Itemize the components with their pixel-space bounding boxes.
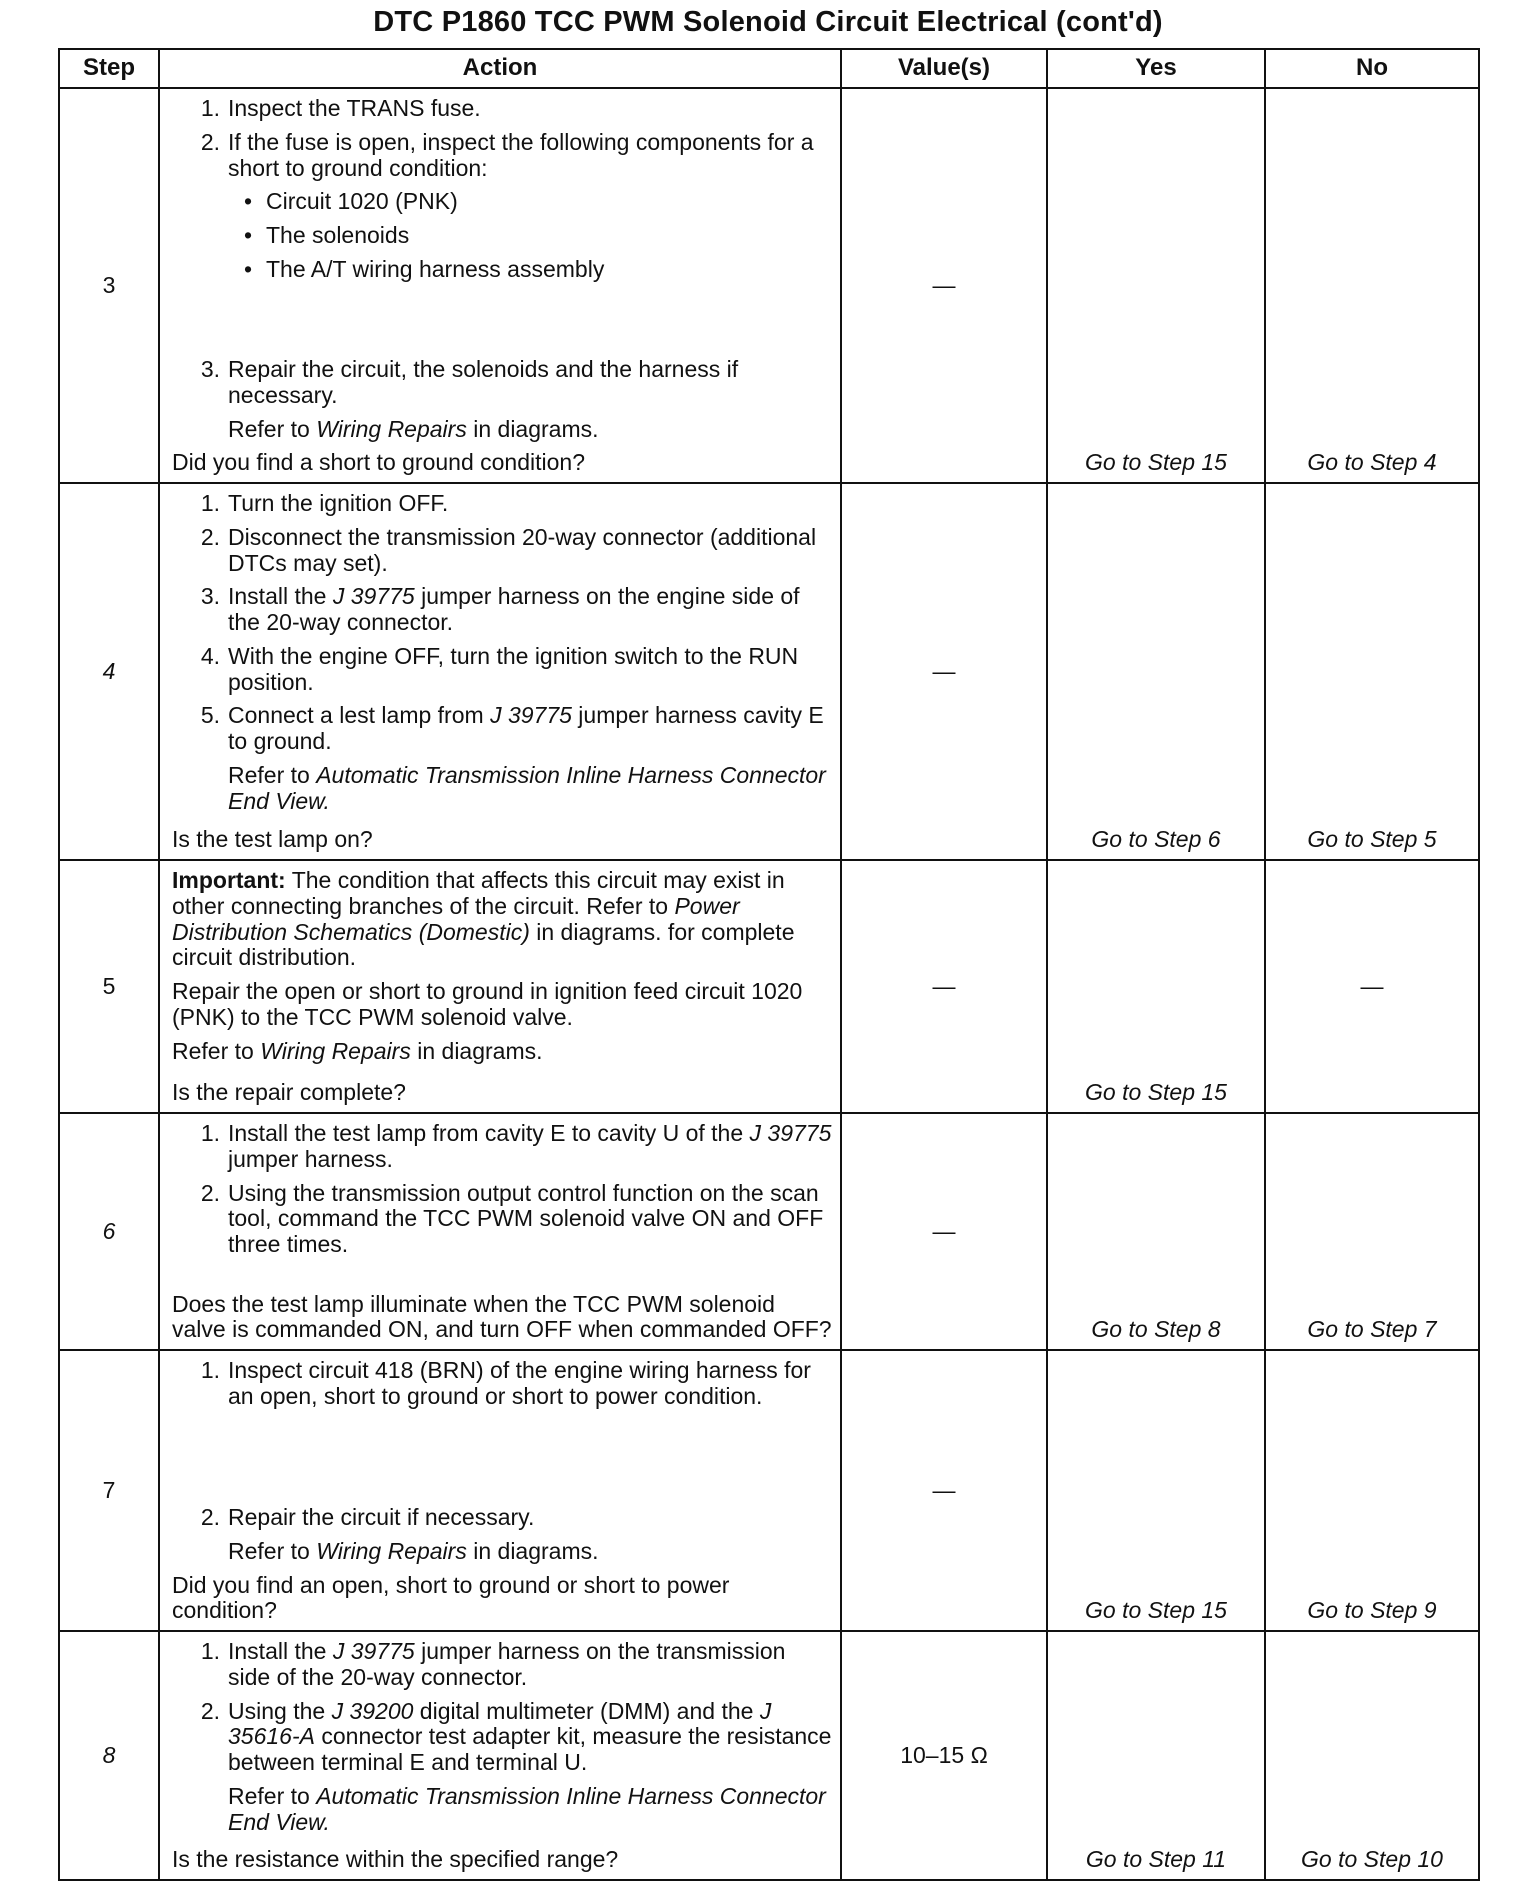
header-no: No — [1265, 49, 1479, 88]
bullet-item: • Circuit 1020 (PNK) — [244, 188, 458, 215]
action-cell — [159, 1631, 841, 1880]
yes-cell: Go to Step 8 — [1047, 1113, 1265, 1350]
no-cell: Go to Step 5 — [1265, 483, 1479, 860]
action-cell — [159, 860, 841, 1113]
action-cell — [159, 1113, 841, 1350]
table-row-step-7 — [59, 1350, 1479, 1631]
action-cell — [159, 1350, 841, 1631]
table-row-step-6 — [59, 1113, 1479, 1350]
no-cell: Go to Step 9 — [1265, 1350, 1479, 1631]
reference-note: Refer to Wiring Repairs in diagrams. — [172, 1037, 543, 1064]
list-item: 3. Install the J 39775 jumper harness on the engine side of the 20-way connector. — [200, 583, 800, 635]
bullet-item: • The solenoids — [244, 222, 410, 248]
header-step: Step — [59, 49, 159, 88]
table-row-step-5 — [59, 860, 1479, 1113]
important-note: Important: The condition that affects this circuit may exist in other connecting branches of the circuit. Refer to Power Distribution Schematics (Domestic) in diagrams. for complete circuit distribution. — [172, 867, 795, 971]
yes-cell: Go to Step 15 — [1047, 88, 1265, 483]
list-item: 1. Install the J 39775 jumper harness on the transmission side of the 20-way connector. — [200, 1638, 786, 1690]
step-number: 5 — [59, 860, 159, 1113]
table-row-step-8 — [59, 1631, 1479, 1880]
yes-cell: Go to Step 15 — [1047, 1350, 1265, 1631]
repair-note: Repair the open or short to ground in ignition feed circuit 1020 (PNK) to the TCC PWM solenoid valve. — [172, 978, 803, 1030]
list-item: 4. With the engine OFF, turn the ignition switch to the RUN position. — [200, 642, 799, 695]
reference-note: Refer to Wiring Repairs in diagrams. — [228, 415, 599, 442]
yes-cell: Go to Step 11 — [1047, 1631, 1265, 1880]
list-item: 2. Disconnect the transmission 20-way connector (additional DTCs may set). — [200, 523, 817, 576]
no-cell: Go to Step 7 — [1265, 1113, 1479, 1350]
list-item: 2. Repair the circuit if necessary. — [200, 1504, 535, 1530]
yes-cell: Go to Step 15 — [1047, 860, 1265, 1113]
table-row-step-3 — [59, 88, 1479, 483]
step-number: 8 — [59, 1631, 159, 1880]
no-cell: — — [1265, 860, 1479, 1113]
question: Is the resistance within the specified range? — [172, 1846, 619, 1873]
value-cell: — — [841, 1113, 1047, 1350]
step-number: 3 — [59, 88, 159, 483]
table-row-step-4 — [59, 483, 1479, 860]
header-action: Action — [159, 49, 841, 88]
list-item: 5. Connect a lest lamp from J 39775 jumper harness cavity E to ground. — [200, 702, 824, 754]
list-item: 1. Install the test lamp from cavity E to cavity U of the J 39775 jumper harness. — [200, 1120, 832, 1172]
value-cell: 10–15 Ω — [841, 1631, 1047, 1880]
value-cell: — — [841, 860, 1047, 1113]
step-number: 4 — [59, 483, 159, 860]
diagnostic-table — [58, 48, 1480, 1881]
bullet-item: • The A/T wiring harness assembly — [244, 255, 605, 282]
reference-note: Refer to Wiring Repairs in diagrams. — [228, 1537, 599, 1564]
question: Does the test lamp illuminate when the TCC PWM solenoid valve is commanded ON, and turn OFF when commanded OFF? — [172, 1290, 832, 1343]
yes-cell: Go to Step 6 — [1047, 483, 1265, 860]
reference-note: Refer to Automatic Transmission Inline Harness Connector End View. — [228, 761, 826, 814]
no-cell: Go to Step 10 — [1265, 1631, 1479, 1880]
header-yes: Yes — [1047, 49, 1265, 88]
list-item: 2. If the fuse is open, inspect the following components for a short to ground condition: — [200, 128, 814, 181]
page-title: DTC P1860 TCC PWM Solenoid Circuit Electrical (cont'd) — [373, 6, 1163, 38]
table-header-row — [59, 49, 1479, 88]
step-number: 6 — [59, 1113, 159, 1350]
step-number: 7 — [59, 1350, 159, 1631]
list-item: 2. Using the J 39200 digital multimeter (DMM) and the J 35616-A connector test adapter kit, measure the resistance between terminal E and terminal U. — [200, 1697, 832, 1775]
list-item: 3. Repair the circuit, the solenoids and the harness if necessary. — [200, 356, 739, 408]
list-item: 1. Turn the ignition OFF. — [200, 490, 449, 516]
value-cell: — — [841, 88, 1047, 483]
header-values: Value(s) — [841, 49, 1047, 88]
value-cell: — — [841, 483, 1047, 860]
no-cell: Go to Step 4 — [1265, 88, 1479, 483]
question: Is the repair complete? — [172, 1079, 406, 1106]
list-item: 1. Inspect the TRANS fuse. — [200, 95, 481, 121]
question: Did you find a short to ground condition? — [172, 449, 585, 476]
reference-note: Refer to Automatic Transmission Inline Harness Connector End View. — [228, 1782, 826, 1835]
action-cell — [159, 88, 841, 483]
action-cell — [159, 483, 841, 860]
question: Did you find an open, short to ground or short to power condition? — [172, 1571, 730, 1624]
question: Is the test lamp on? — [172, 826, 373, 853]
list-item: 1. Inspect circuit 418 (BRN) of the engine wiring harness for an open, short to ground or short to power condition. — [200, 1357, 811, 1409]
list-item: 2. Using the transmission output control function on the scan tool, command the TCC PWM solenoid valve ON and OFF three times. — [200, 1179, 824, 1257]
value-cell: — — [841, 1350, 1047, 1631]
